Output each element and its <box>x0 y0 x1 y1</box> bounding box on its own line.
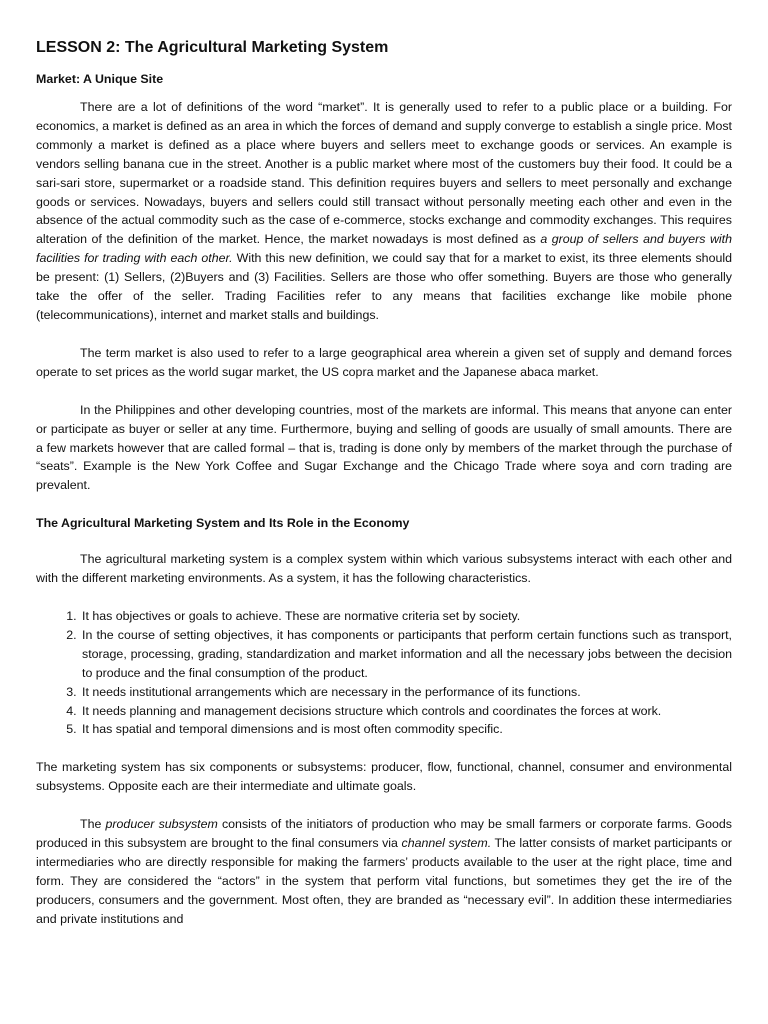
paragraph-text: consists of the initiators of production who may be small farmers or corporate farms. Goods produced in this subsystem are brought to the final consumers via <box>36 817 732 851</box>
list-item: 3. It needs institutional arrangements which are necessary in the performance of its functions. <box>80 683 732 702</box>
paragraph-components: The marketing system has six components or subsystems: producer, flow, functional, channel, consumer and environmental subsystems. Opposite each are their intermediate and ultimate goals. <box>36 760 732 794</box>
paragraph-market-definition <box>36 98 732 325</box>
paragraph-text: There are a lot of definitions of the word “market”. It is generally used to refer to a public place or a building. For economics, a market is defined as an area in which the forces of demand and supply converge to establish a single price. Most commonly a market is defined as a place where buyers and sellers meet to exchange goods or services. An example is vendors selling banana cue in the street. Another is a public market where most of the customers buy their food. It could be a sari-sari store, supermarket or a roadside stand. This definition requires buyers and sellers to meet personally and exchange goods or services. Nowadays, buyers and sellers could still transact without personally meeting each other and even in the absence of the actual commodity such as the case of e-commerce, stocks exchange and commodity exchanges. This requires alteration of the definition of the market. Hence, the market nowadays is most defined as <box>36 100 732 247</box>
paragraph-system-intro: The agricultural marketing system is a complex system within which various subsystems interact with each other and with the different marketing environments. As a system, it has the following characteristics. <box>36 552 732 586</box>
characteristics-list <box>36 607 732 739</box>
italic-term: channel system. <box>401 836 492 851</box>
paragraph-geographical-market: The term market is also used to refer to a large geographical area wherein a given set of supply and demand forces operate to set prices as the world sugar market, the US copra market and the Japanese abaca market. <box>36 345 732 379</box>
italic-term: producer subsystem <box>105 817 218 832</box>
paragraph-philippine-markets: In the Philippines and other developing countries, most of the markets are informal. This means that anyone can enter or participate as buyer or seller at any time. Furthermore, buying and selling of goods are usually of small amounts. There are a few markets however that are called formal – that is, trading is done only by members of the market through the purchase of “seats”. Example is the New York Coffee and Sugar Exchange and the Chicago Trade where soya and corn trading are prevalent. <box>36 402 732 493</box>
list-item: 2. In the course of setting objectives, it has components or participants that perform certain functions such as transport, storage, processing, grading, standardization and market information and all the necessary jobs between the decision to produce and the final consumption of the product. <box>80 626 732 683</box>
list-item: 5. It has spatial and temporal dimensions and is most often commodity specific. <box>80 720 732 739</box>
italic-definition: a group of sellers and buyers with facilities for trading with each other. <box>36 232 732 266</box>
list-item: 4. It needs planning and management decisions structure which controls and coordinates the forces at work. <box>80 702 732 721</box>
paragraph-text: The latter consists of market participants or intermediaries who are directly responsible for making the farmers’ products available to the user at the right place, time and form. They are considered the “actors” in the system that perform vital functions, but sometimes they get the ire of the producers, consumers and the government. Most often, they are branded as “necessary evil”. In addition these intermediaries and private institutions and <box>36 836 732 926</box>
list-item: 1. It has objectives or goals to achieve. These are normative criteria set by society. <box>80 607 732 626</box>
section-heading-market: Market: A Unique Site <box>36 72 164 86</box>
section-heading-marketing-system: The Agricultural Marketing System and Its Role in the Economy <box>36 516 410 531</box>
paragraph-text: With this new definition, we could say that for a market to exist, its three elements should be present: (1) Sellers, (2)Buyers and (3) Facilities. Sellers are those who offer something. Buyers are those who generally take the offer of the seller. Trading Facilities refer to any means that facilities exchange like mobile phone (telecommunications), internet and market stalls and buildings. <box>36 251 732 322</box>
paragraph-text: The <box>80 817 106 832</box>
lesson-title: LESSON 2: The Agricultural Marketing System <box>36 39 389 56</box>
paragraph-producer-subsystem <box>36 815 732 928</box>
